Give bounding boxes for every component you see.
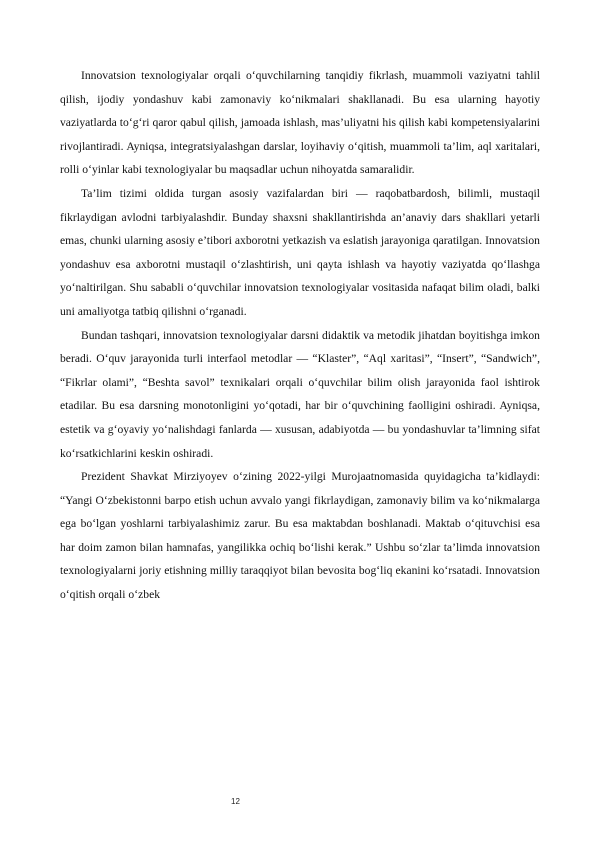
paragraph-4: Prezident Shavkat Mirziyoyev o‘zining 2022-yilgi Murojaatnomasida quyidagicha ta’kidlaydi: “Yangi O‘zbekistonni barpo etish uchun avvalo yangi fikrlaydigan, zamonaviy bilim va ko‘nikmalarga ega bo‘lgan yoshlarni tarbiyalashimiz zarur. Bu esa maktabdan boshlanadi. Maktab o‘qituvchisi esa har doim zamon bilan hamnafas, yangilikka ochiq bo‘lishi kerak.” Ushbu so‘zlar ta’limda innovatsion texnologiyalarni joriy etishning milliy taraqqiyot bilan bevosita bog‘liq ekanini ko‘rsatadi. Innovatsion o‘qitish orqali o‘zbek (60, 470, 540, 602)
paragraph-3: Bundan tashqari, innovatsion texnologiyalar darsni didaktik va metodik jihatdan boyitishga imkon beradi. O‘quv jarayonida turli interfaol metodlar — “Klaster”, “Aql xaritasi”, “Insert”, “Sandwich”, “Fikrlar olami”, “Beshta savol” texnikalari orqali o‘quvchilar bilim olish jarayonida faol ishtirok etadilar. Bu esa darsning monotonligini yo‘qotadi, har bir o‘quvchining faolligini oshiradi. Ayniqsa, estetik va g‘oyaviy yo‘nalishdagi fanlarda — xususan, adabiyotda — bu yondashuvlar ta’limning sifat ko‘rsatkichlarini keskin oshiradi. (60, 328, 540, 460)
page-number: 12 (231, 797, 240, 806)
paragraph-2: Ta’lim tizimi oldida turgan asosiy vazifalardan biri — raqobatbardosh, bilimli, mustaqil fikrlaydigan avlodni tarbiyalashdir. Bunday shaxsni shakllantirishda an’anaviy dars shakllari yetarli emas, chunki ularning asosiy e’tibori axborotni yetkazish va eslatish jarayoniga qaratilgan. Innovatsion yondashuv esa axborotni mustaqil o‘zlashtirish, uni qayta ishlash va hayotiy vaziyatda qo‘llashga yo‘naltirilgan. Shu sababli o‘quvchilar innovatsion texnologiyalar vositasida nafaqat bilim oladi, balki uni amaliyotga tatbiq qilishni o‘rganadi. (60, 186, 540, 318)
paragraph-1: Innovatsion texnologiyalar orqali o‘quvchilarning tanqidiy fikrlash, muammoli vaziyatni tahlil qilish, ijodiy yondashuv kabi zamonaviy ko‘nikmalari shakllanadi. Bu esa ularning hayotiy vaziyatlarda to‘g‘ri qaror qabul qilish, jamoada ishlash, mas’uliyatni his qilish kabi kompetensiyalarini rivojlantiradi. Ayniqsa, integratsiyalashgan darslar, loyihaviy o‘qitish, muammoli ta’lim, aql xaritalari, rolli o‘yinlar kabi texnologiyalar bu maqsadlar uchun nihoyatda samaralidir. (60, 69, 540, 177)
document-page (60, 64, 540, 607)
